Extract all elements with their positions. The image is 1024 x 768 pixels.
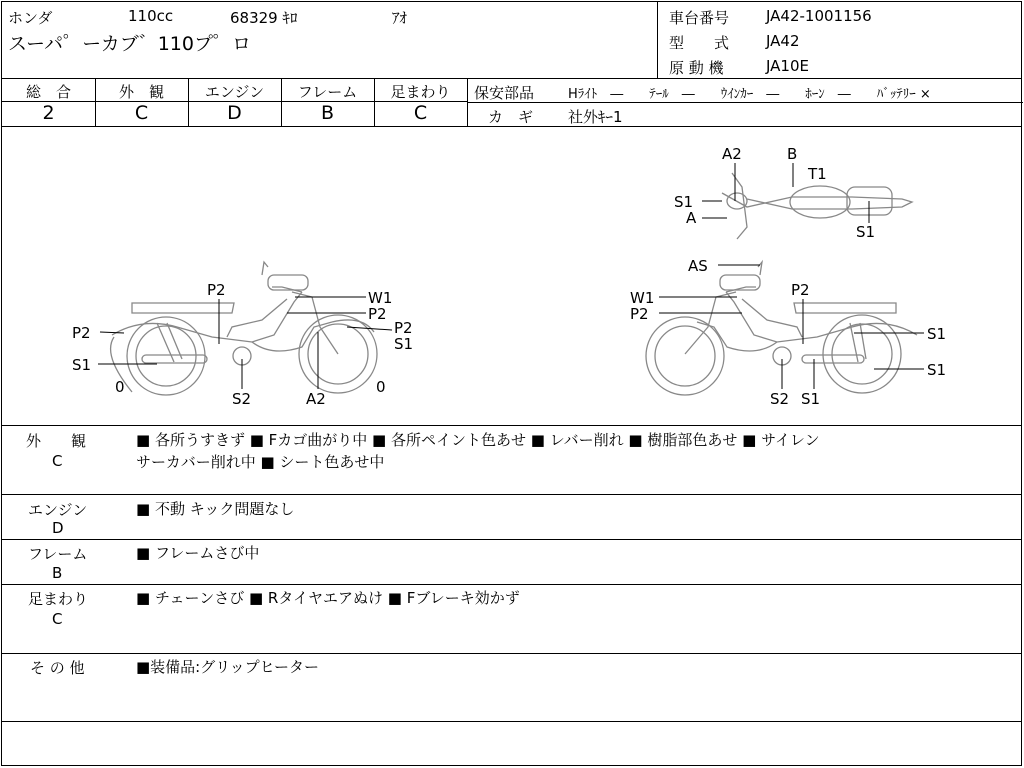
type-value: JA42 [766,32,800,50]
diag-label-p2: P2 [207,281,226,299]
diag-label-t1: T1 [808,165,827,183]
diag-label-p2: P2 [394,319,413,337]
cond-exterior-text-cont: サーカバー削れ中 ■ シート色あせ中 [136,453,385,471]
chassis-value: JA42-1001156 [766,7,872,25]
diag-label-s1: S1 [72,356,92,374]
left-side-motorcycle [111,262,377,395]
cond-engine-label: エンジン [28,501,88,519]
color: ｱｵ [392,9,408,27]
diag-label-p2: P2 [72,324,91,342]
chassis-label: 車台番号 [669,9,730,27]
grade-exterior-value: C [134,102,149,124]
cond-divider [2,721,1021,722]
model-name: スーパ゜ーカブ゛110プ゜ロ [8,33,251,55]
diag-label-p2: P2 [368,305,387,323]
diag-label-p2: P2 [791,281,810,299]
cond-engine-text: ■ 不動 キック問題なし [136,500,295,518]
key-value: 社外ｷｰ1 [568,108,623,126]
cond-engine-grade: D [52,519,64,537]
type-label: 型 式 [669,34,730,52]
grade-frame-value: B [320,102,335,124]
diagram-bottom-line [2,425,1021,426]
cond-frame-grade: B [52,564,63,582]
cond-suspension-label: 足まわり [28,590,89,608]
diag-label-s1: S1 [856,223,876,241]
header-bottom-line [2,78,1021,79]
grade-total-value: 2 [42,102,55,124]
diag-label-as: AS [688,257,708,275]
diag-label-s2: S2 [232,390,252,408]
diag-label-w1: W1 [368,289,393,307]
engine-label: 原 動 機 [669,59,724,77]
grade-frame-label: フレーム [297,83,358,101]
safety-items: Hﾗｲﾄ ― ﾃｰﾙ ― ｳｲﾝｶｰ ― ﾎｰﾝ ― ﾊﾞｯﾃﾘｰ × [568,87,931,102]
inspection-sheet [1,1,1022,766]
grade-total-label: 総 合 [25,83,71,101]
cond-divider [2,584,1021,585]
safety-title: 保安部品 [474,84,535,102]
header-divider [657,2,658,78]
cond-divider [2,653,1021,654]
diag-label-s1: S1 [801,390,821,408]
engine-value: JA10E [766,57,809,75]
diag-label-0: 0 [115,378,125,396]
cond-exterior-grade: C [52,452,63,470]
maker: ホンダ [8,9,53,27]
grade-suspension-label: 足まわり [390,83,451,101]
diag-label-s2: S2 [770,390,790,408]
diag-label-s1: S1 [394,335,414,353]
cond-divider [2,494,1021,495]
cond-exterior-text: ■ 各所うすきず ■ Fカゴ曲がり中 ■ 各所ペイント色あせ ■ レバー削れ ■ 樹脂部色あせ ■ サイレン [136,431,820,449]
diag-label-a2: A2 [306,390,326,408]
diag-label-s1: S1 [674,193,694,211]
damage-diagram [2,127,1022,425]
grade-exterior-label: 外 観 [118,83,164,101]
diag-label-w1: W1 [630,289,655,307]
cond-suspension-text: ■ チェーンさび ■ Rタイヤエアぬけ ■ Fブレーキ効かず [136,589,520,607]
grade-engine-label: エンジン [204,83,265,101]
cond-frame-text: ■ フレームさび中 [136,544,260,562]
mileage: 68329 ｷﾛ [230,9,298,27]
safety-mid-line [467,102,1023,103]
cond-frame-label: フレーム [28,545,88,563]
diag-label-0: 0 [376,378,386,396]
cond-other-label: そ の 他 [30,659,85,677]
cond-exterior-label: 外 観 [26,432,87,450]
diag-label-a: A [686,209,697,227]
cond-other-text: ■装備品:グリップヒーター [136,658,320,676]
diag-label-s1: S1 [927,325,947,343]
diag-label-a2: A2 [722,145,742,163]
diag-label-b: B [787,145,798,163]
cond-suspension-grade: C [52,610,63,628]
grade-suspension-value: C [413,102,428,124]
diag-label-p2: P2 [630,305,649,323]
diag-label-s1: S1 [927,361,947,379]
key-label: カ ギ [488,108,534,126]
grade-engine-value: D [227,102,242,124]
displacement: 110cc [128,7,174,25]
cond-divider [2,539,1021,540]
